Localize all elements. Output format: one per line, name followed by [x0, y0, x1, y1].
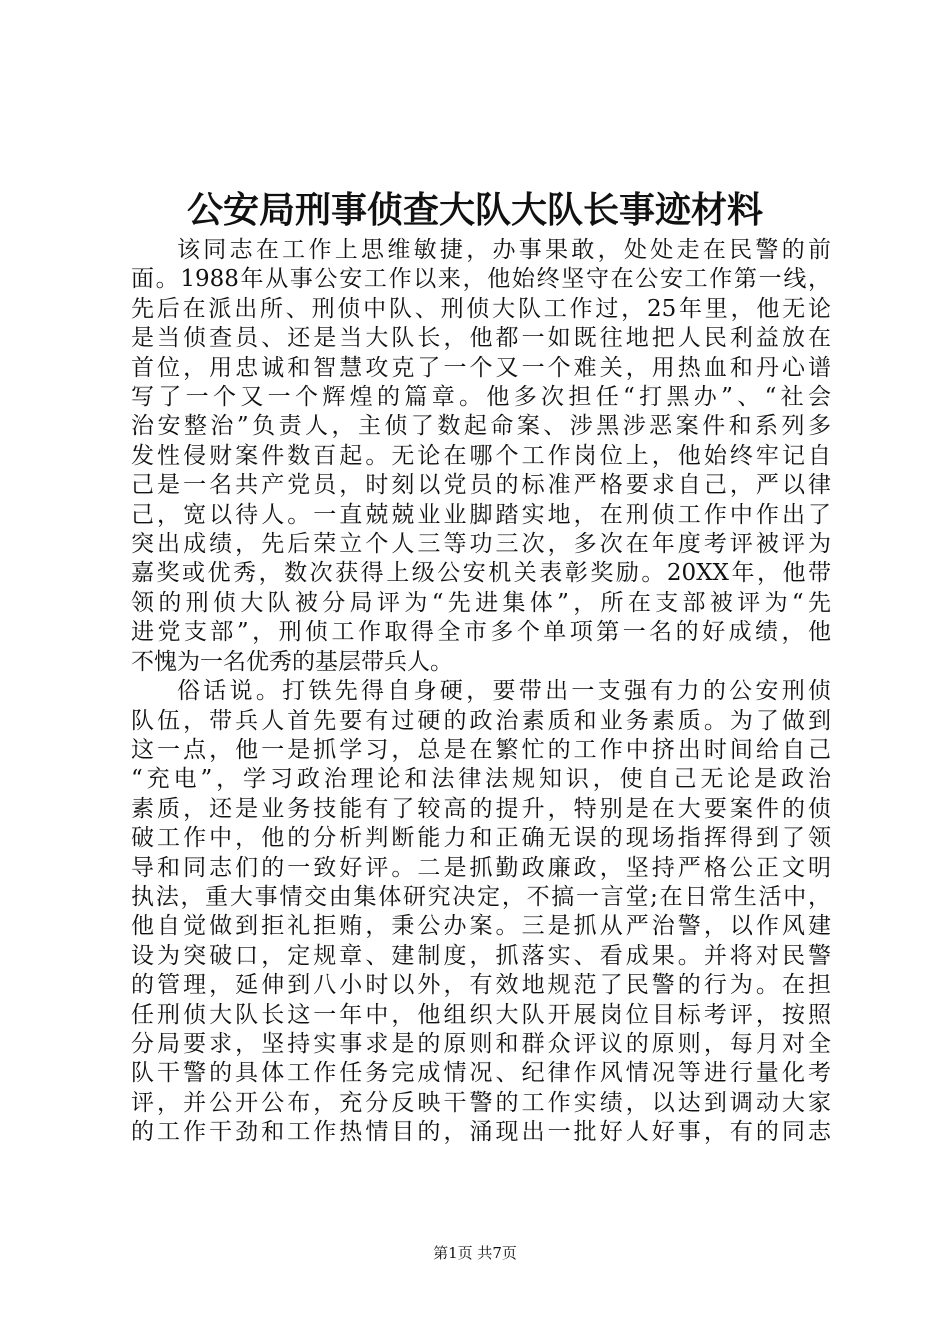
text-line: 素质，还是业务技能有了较高的提升，特别是在大要案件的侦 [131, 795, 831, 822]
text-line: “充电”，学习政治理论和法律法规知识，使自己无论是政治 [131, 766, 831, 793]
text-line: 导和同志们的一致好评。二是抓勤政廉政，坚持严格公正文明 [131, 854, 831, 881]
document-body [131, 236, 831, 1148]
text-line: 的工作干劲和工作热情目的，涌现出一批好人好事，有的同志 [131, 1119, 831, 1146]
text-line: 己是一名共产党员，时刻以党员的标准严格要求自己，严以律 [131, 472, 831, 499]
paragraph [131, 677, 831, 1148]
text-line: 治安整治”负责人，主侦了数起命案、涉黑涉恶案件和系列多 [131, 413, 831, 440]
text-line: 执法，重大事情交由集体研究决定，不搞一言堂;在日常生活中， [131, 883, 831, 910]
text-line: 分局要求，坚持实事求是的原则和群众评议的原则，每月对全 [131, 1030, 831, 1057]
text-line: 俗话说。打铁先得自身硬，要带出一支强有力的公安刑侦 [177, 678, 831, 705]
text-line: 突出成绩，先后荣立个人三等功三次，多次在年度考评被评为 [131, 531, 831, 558]
text-line: 这一点，他一是抓学习，总是在繁忙的工作中挤出时间给自己 [131, 736, 831, 763]
text-line: 队干警的具体工作任务完成情况、纪律作风情况等进行量化考 [131, 1060, 831, 1087]
text-line: 写了一个又一个辉煌的篇章。他多次担任“打黑办”、“社会 [131, 384, 831, 411]
text-line: 队伍，带兵人首先要有过硬的政治素质和业务素质。为了做到 [131, 707, 831, 734]
text-line: 该同志在工作上思维敏捷，办事果敢，处处走在民警的前 [177, 237, 831, 263]
text-line: 他自觉做到拒礼拒贿，秉公办案。三是抓从严治警，以作风建 [131, 913, 831, 940]
page-number: 第1页 共7页 [433, 1244, 517, 1262]
text-line: 发性侵财案件数百起。无论在哪个工作岗位上，他始终牢记自 [131, 442, 831, 469]
text-line: 任刑侦大队长这一年中，他组织大队开展岗位目标考评，按照 [131, 1001, 831, 1028]
text-line: 的管理，延伸到八小时以外，有效地规范了民警的行为。在担 [131, 972, 831, 999]
text-line: 首位，用忠诚和智慧攻克了一个又一个难关，用热血和丹心谱 [131, 354, 831, 381]
text-line: 评，并公开公布，充分反映干警的工作实绩，以达到调动大家 [131, 1089, 831, 1116]
text-line: 领的刑侦大队被分局评为“先进集体”，所在支部被评为“先 [131, 589, 831, 616]
text-line: 先后在派出所、刑侦中队、刑侦大队工作过，25年里，他无论 [131, 295, 831, 322]
paragraph [131, 236, 831, 677]
text-line: 进党支部”，刑侦工作取得全市多个单项第一名的好成绩，他 [131, 619, 831, 646]
text-line: 嘉奖或优秀，数次获得上级公安机关表彰奖励。20XX年，他带 [131, 560, 831, 587]
text-line: 己，宽以待人。一直兢兢业业脚踏实地，在刑侦工作中作出了 [131, 501, 831, 528]
text-line: 设为突破口，定规章、建制度，抓落实、看成果。并将对民警 [131, 942, 831, 969]
text-line: 破工作中，他的分析判断能力和正确无误的现场指挥得到了领 [131, 825, 831, 852]
text-line: 面。1988年从事公安工作以来，他始终坚守在公安工作第一线， [131, 266, 831, 293]
text-line: 是当侦查员、还是当大队长，他都一如既往地把人民利益放在 [131, 325, 831, 352]
document-title: 公安局刑事侦查大队大队长事迹材料 [186, 189, 763, 231]
text-line: 不愧为一名优秀的基层带兵人。 [131, 648, 453, 675]
